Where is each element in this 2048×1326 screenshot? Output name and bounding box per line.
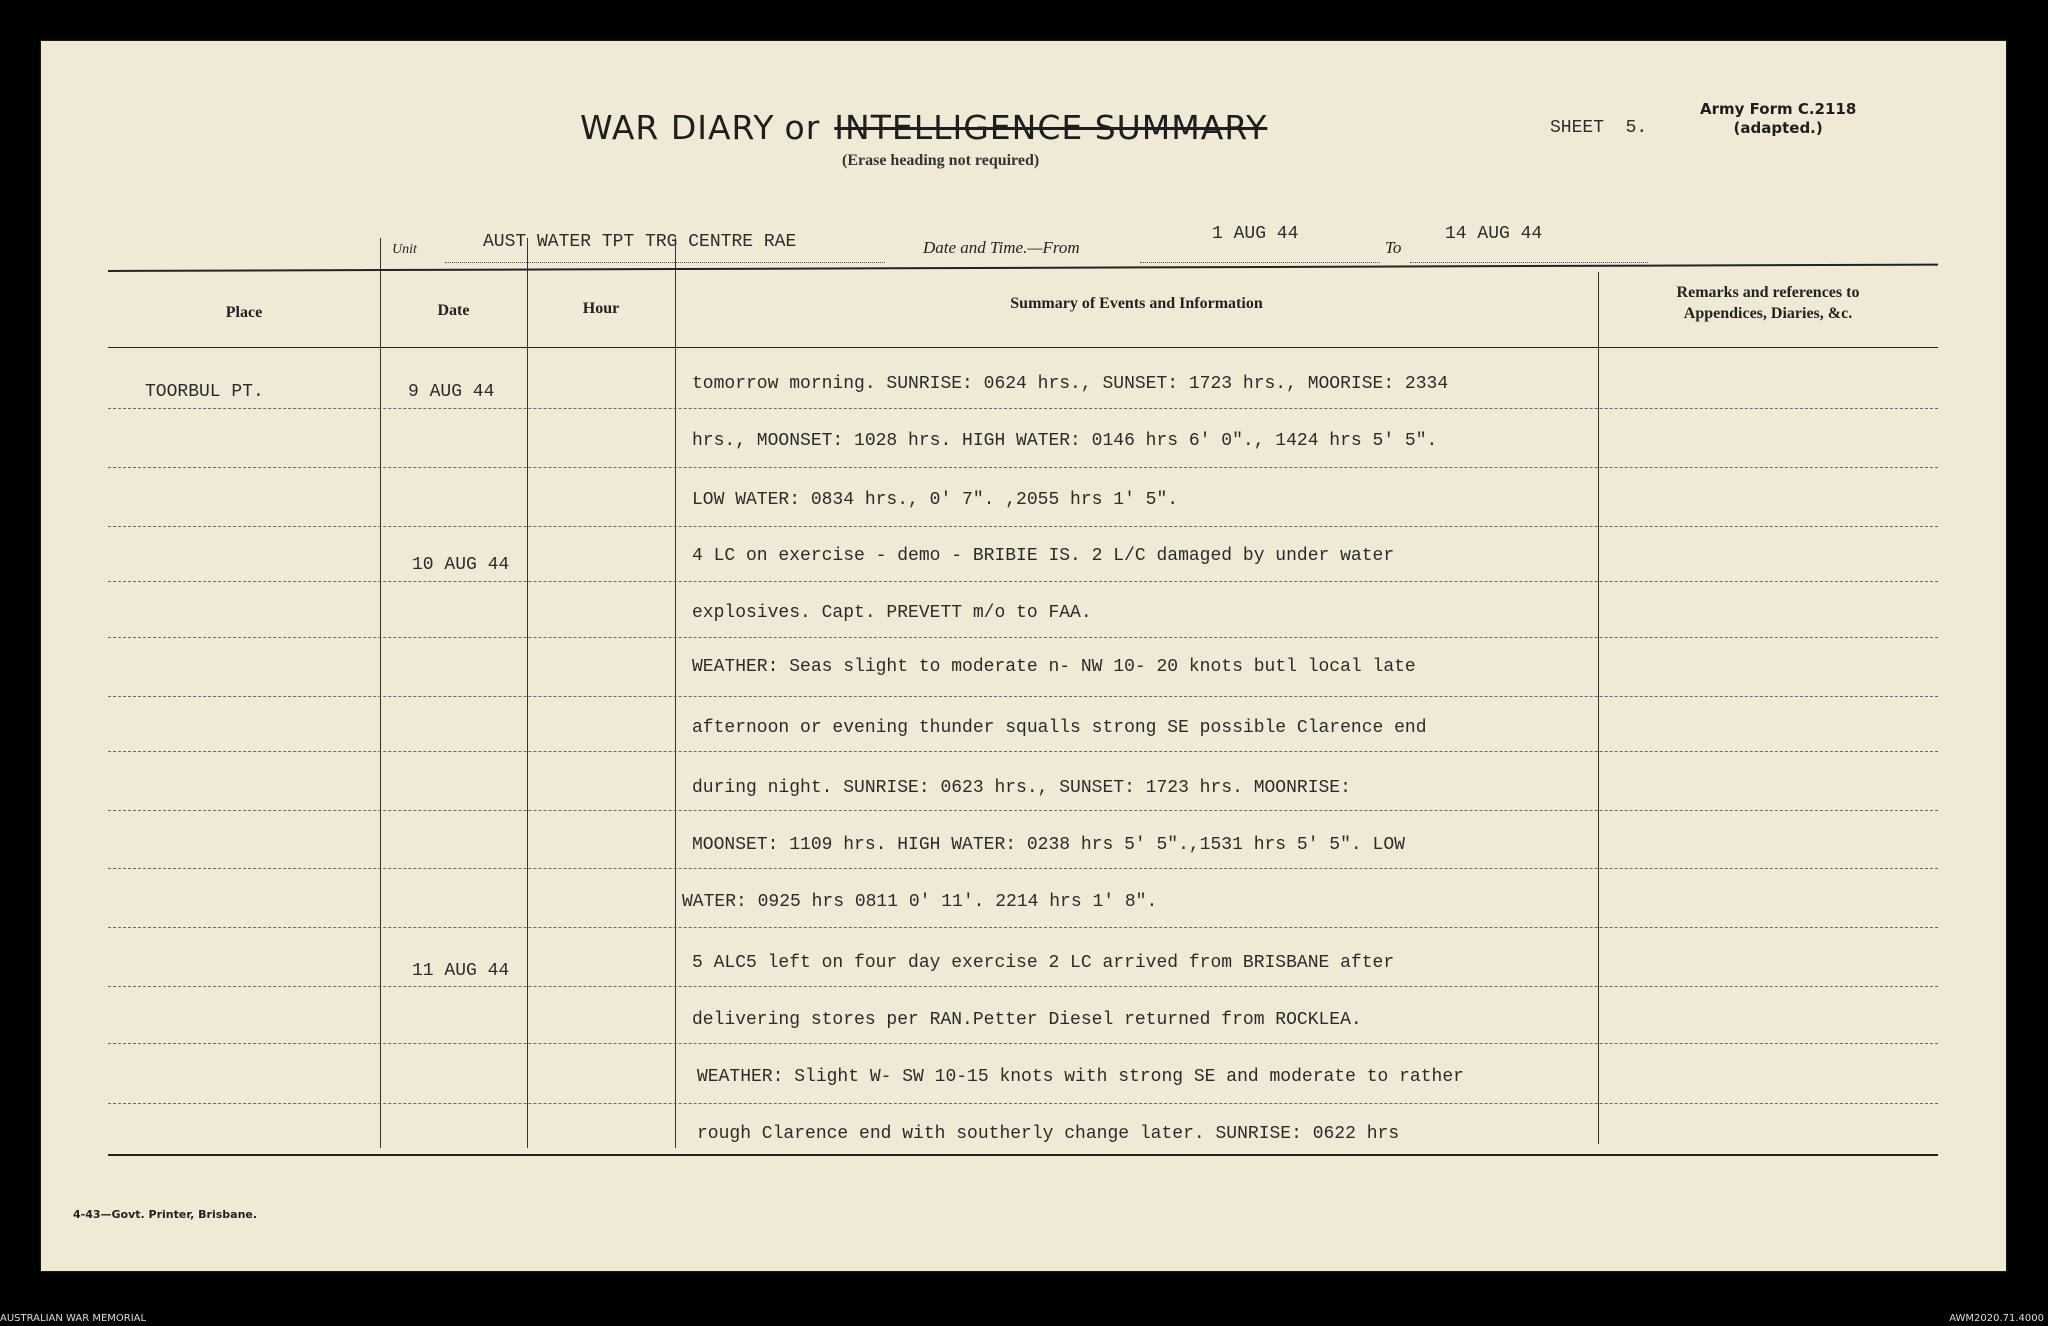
column-divider-summary [1598,272,1599,1144]
row-rule [108,1043,1938,1044]
date-cell: 9 AUG 44 [408,382,495,402]
sheet-number [1550,118,1647,138]
row-rule [108,526,1938,527]
date-from-value: 1 AUG 44 [1212,224,1299,244]
army-form-adapted: (adapted.) [1733,118,1823,137]
row-rule [108,751,1938,752]
army-form-number: Army Form C.2118 [1700,100,1857,118]
row-rule [108,581,1938,582]
column-header-place: Place [225,304,263,321]
place-cell: TOORBUL PT. [145,382,264,402]
summary-line: WATER: 0925 hrs 0811 0' 11'. 2214 hrs 1' 8". [682,892,1158,912]
summary-line: 4 LC on exercise - demo - BRIBIE IS. 2 L/C damaged by under water [692,546,1395,566]
summary-line: delivering stores per RAN.Petter Diesel returned from ROCKLEA. [692,1010,1362,1030]
date-to-underline [1410,262,1648,263]
summary-line: 5 ALC5 left on four day exercise 2 LC arrived from BRISBANE after [692,953,1395,973]
row-rule [108,1103,1938,1104]
summary-line: afternoon or evening thunder squalls strong SE possible Clarence end [692,718,1427,738]
erase-note: (Erase heading not required) [842,152,1040,169]
column-divider-place [380,238,381,1148]
row-rule [108,408,1938,409]
column-header-summary: Summary of Events and Information [1010,295,1263,312]
summary-line: LOW WATER: 0834 hrs., 0' 7". ,2055 hrs 1' 5". [692,490,1179,510]
column-divider-date [527,238,528,1148]
unit-value: AUST WATER TPT TRG CENTRE RAE [483,232,797,252]
summary-line: MOONSET: 1109 hrs. HIGH WATER: 0238 hrs 5' 5".,1531 hrs 5' 5". LOW [692,835,1405,855]
column-header-date: Date [437,302,470,319]
summary-line: explosives. Capt. PREVETT m/o to FAA. [692,603,1092,623]
date-cell: 11 AUG 44 [412,961,510,981]
remarks-header-line1: Remarks and references to [1676,284,1860,301]
row-rule [108,637,1938,638]
summary-line: rough Clarence end with southerly change later. SUNRISE: 0622 hrs [697,1124,1400,1144]
date-cell: 10 AUG 44 [412,555,510,575]
summary-line: tomorrow morning. SUNRISE: 0624 hrs., SUNSET: 1723 hrs., MOORISE: 2334 [692,374,1449,394]
title-or: or [784,108,821,147]
title-struck-intelligence-summary: INTELLIGENCE SUMMARY [834,108,1268,147]
summary-line: WEATHER: Seas slight to moderate n- NW 10- 20 knots butl local late [692,657,1416,677]
row-rule [108,810,1938,811]
column-divider-hour [675,238,676,1148]
date-to-label: To [1385,238,1402,257]
unit-underline [445,262,885,263]
remarks-header-line2: Appendices, Diaries, &c. [1683,304,1853,322]
row-rule [108,696,1938,697]
column-header-hour: Hour [582,300,620,317]
summary-line: WEATHER: Slight W- SW 10-15 knots with strong SE and moderate to rather [697,1067,1464,1087]
date-to-value: 14 AUG 44 [1445,224,1543,244]
row-rule [108,868,1938,869]
form-title [580,108,1267,147]
date-from-underline [1140,262,1380,263]
row-rule [108,986,1938,987]
army-form-label [1700,100,1856,138]
table-header-rule [108,347,1938,348]
title-war-diary: WAR DIARY [580,108,775,147]
row-rule [108,927,1938,928]
column-header-remarks [1598,283,1938,325]
unit-label: Unit [392,242,417,257]
date-from-label: Date and Time.—From [923,238,1080,257]
row-rule [108,467,1938,468]
summary-line: during night. SUNRISE: 0623 hrs., SUNSET: 1723 hrs. MOONRISE: [692,778,1351,798]
summary-line: hrs., MOONSET: 1028 hrs. HIGH WATER: 0146 hrs 6' 0"., 1424 hrs 5' 5". [692,431,1438,451]
table-bottom-rule [108,1154,1938,1156]
sheet-value: 5. [1625,118,1648,138]
archive-reference: AWM2020.71.4000 [1949,1313,2044,1324]
sheet-label: SHEET [1550,118,1605,138]
archive-credit: AUSTRALIAN WAR MEMORIAL [0,1313,147,1324]
printer-imprint: 4-43—Govt. Printer, Brisbane. [73,1208,258,1221]
